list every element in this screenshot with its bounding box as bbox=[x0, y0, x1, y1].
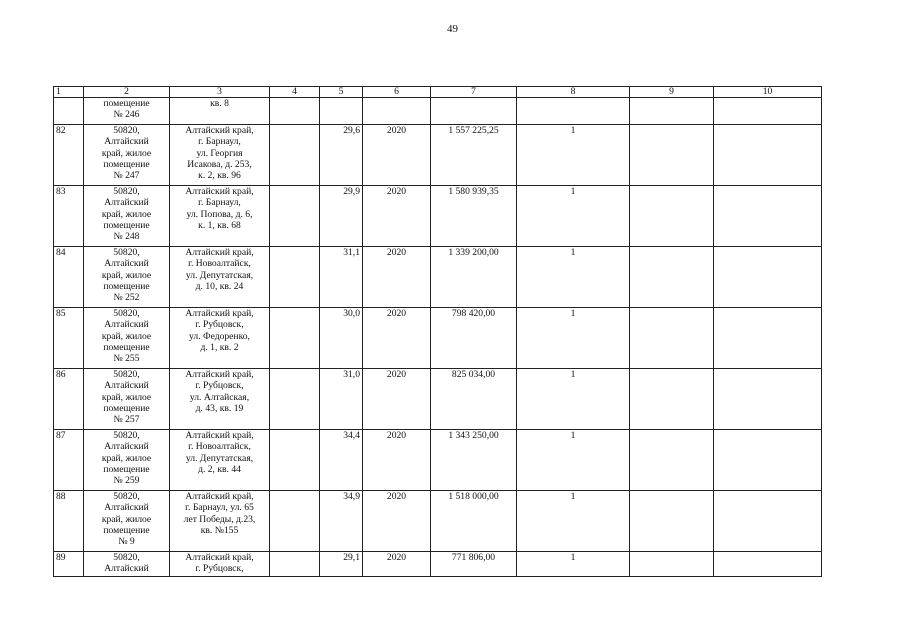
cell-line: № 9 bbox=[118, 536, 135, 548]
cell-line: д. 2, кв. 44 bbox=[198, 463, 241, 475]
cell-line: Алтайский край, bbox=[185, 430, 254, 441]
quantity-cell: 1 bbox=[517, 247, 630, 308]
row-number-cell: 85 bbox=[54, 308, 84, 369]
cell-line: край, жилое bbox=[101, 452, 152, 464]
cell-line: № 255 bbox=[113, 353, 140, 365]
cell-line: Алтайский bbox=[104, 258, 149, 270]
row-number-cell: 89 bbox=[54, 552, 84, 577]
col10-cell bbox=[714, 491, 822, 552]
col9-cell bbox=[630, 430, 714, 491]
column-header-6: 6 bbox=[363, 87, 431, 98]
object-cell bbox=[84, 308, 170, 369]
table-row bbox=[54, 98, 822, 125]
cell-line: помещение bbox=[103, 402, 150, 414]
table-row bbox=[54, 491, 822, 552]
cell-line: 50820, bbox=[113, 125, 140, 136]
cell-line: 50820, bbox=[113, 186, 140, 197]
value-cell: 798 420,00 bbox=[431, 308, 517, 369]
quantity-cell: 1 bbox=[517, 552, 630, 577]
cell-line: № 246 bbox=[113, 109, 140, 121]
object-cell bbox=[84, 491, 170, 552]
col4-cell bbox=[270, 552, 320, 577]
cell-line: Алтайский bbox=[104, 563, 149, 575]
col4-cell bbox=[270, 491, 320, 552]
value-cell: 771 806,00 bbox=[431, 552, 517, 577]
year-cell: 2020 bbox=[363, 125, 431, 186]
cell-line: ул. Алтайская, bbox=[189, 391, 250, 403]
row-number-cell: 84 bbox=[54, 247, 84, 308]
cell-line: край, жилое bbox=[101, 513, 152, 525]
cell-line: Алтайский bbox=[104, 380, 149, 392]
table-body bbox=[54, 98, 822, 577]
value-cell bbox=[431, 98, 517, 125]
area-cell: 31,1 bbox=[320, 247, 363, 308]
cell-line: Алтайский край, bbox=[185, 491, 254, 502]
cell-line: № 257 bbox=[113, 414, 140, 426]
col9-cell bbox=[630, 186, 714, 247]
area-cell: 34,4 bbox=[320, 430, 363, 491]
value-cell: 1 518 000,00 bbox=[431, 491, 517, 552]
address-cell bbox=[170, 186, 270, 247]
col9-cell bbox=[630, 125, 714, 186]
col10-cell bbox=[714, 125, 822, 186]
cell-line: № 248 bbox=[113, 231, 140, 243]
col10-cell bbox=[714, 98, 822, 125]
cell-line: ул. Депутатская, bbox=[185, 452, 254, 464]
cell-line: помещение bbox=[103, 463, 150, 475]
year-cell: 2020 bbox=[363, 491, 431, 552]
cell-line: г. Новоалтайск, bbox=[188, 441, 251, 453]
cell-line: 50820, bbox=[113, 552, 140, 563]
cell-line: д. 10, кв. 24 bbox=[195, 280, 244, 292]
cell-line: Алтайский край, bbox=[185, 552, 254, 563]
table-row bbox=[54, 186, 822, 247]
col4-cell bbox=[270, 98, 320, 125]
cell-line: Исакова, д. 253, bbox=[187, 158, 252, 170]
cell-line: ул. Попова, д. 6, bbox=[186, 208, 253, 220]
cell-line: помещение bbox=[103, 524, 150, 536]
quantity-cell: 1 bbox=[517, 430, 630, 491]
object-cell bbox=[84, 247, 170, 308]
col10-cell bbox=[714, 247, 822, 308]
col9-cell bbox=[630, 491, 714, 552]
cell-line: помещение bbox=[103, 341, 150, 353]
col9-cell bbox=[630, 247, 714, 308]
cell-line: кв. 8 bbox=[210, 98, 229, 109]
cell-line: край, жилое bbox=[101, 269, 152, 281]
year-cell bbox=[363, 98, 431, 125]
object-cell bbox=[84, 125, 170, 186]
cell-line: помещение bbox=[103, 280, 150, 292]
cell-line: к. 2, кв. 96 bbox=[198, 170, 241, 182]
value-cell: 825 034,00 bbox=[431, 369, 517, 430]
row-number-cell: 87 bbox=[54, 430, 84, 491]
column-header-1: 1 bbox=[54, 87, 84, 98]
cell-line: 50820, bbox=[113, 430, 140, 441]
table-row bbox=[54, 369, 822, 430]
cell-line: д. 43, кв. 19 bbox=[195, 402, 244, 414]
area-cell bbox=[320, 98, 363, 125]
page-number: 49 bbox=[447, 23, 458, 35]
table-row bbox=[54, 430, 822, 491]
table-row bbox=[54, 125, 822, 186]
object-cell bbox=[84, 98, 170, 125]
header-row bbox=[54, 87, 822, 98]
cell-line: г. Рубцовск, bbox=[195, 319, 244, 331]
cell-line: помещение bbox=[103, 158, 150, 170]
column-header-4: 4 bbox=[270, 87, 320, 98]
value-cell: 1 580 939,35 bbox=[431, 186, 517, 247]
cell-line: край, жилое bbox=[101, 147, 152, 159]
col10-cell bbox=[714, 430, 822, 491]
quantity-cell: 1 bbox=[517, 308, 630, 369]
address-cell bbox=[170, 125, 270, 186]
year-cell: 2020 bbox=[363, 552, 431, 577]
area-cell: 30,0 bbox=[320, 308, 363, 369]
cell-line: Алтайский bbox=[104, 319, 149, 331]
address-cell bbox=[170, 98, 270, 125]
cell-line: № 247 bbox=[113, 170, 140, 182]
cell-line: край, жилое bbox=[101, 208, 152, 220]
object-cell bbox=[84, 552, 170, 577]
cell-line: г. Рубцовск, bbox=[195, 563, 244, 575]
cell-line: ул. Депутатская, bbox=[185, 269, 254, 281]
table-row bbox=[54, 247, 822, 308]
address-cell bbox=[170, 552, 270, 577]
quantity-cell: 1 bbox=[517, 186, 630, 247]
col4-cell bbox=[270, 247, 320, 308]
address-cell bbox=[170, 430, 270, 491]
address-cell bbox=[170, 491, 270, 552]
col4-cell bbox=[270, 125, 320, 186]
cell-line: лет Победы, д.23, bbox=[183, 513, 256, 525]
col4-cell bbox=[270, 186, 320, 247]
year-cell: 2020 bbox=[363, 308, 431, 369]
area-cell: 29,9 bbox=[320, 186, 363, 247]
column-header-2: 2 bbox=[84, 87, 170, 98]
col9-cell bbox=[630, 308, 714, 369]
col4-cell bbox=[270, 308, 320, 369]
column-header-10: 10 bbox=[714, 87, 822, 98]
col10-cell bbox=[714, 186, 822, 247]
col10-cell bbox=[714, 552, 822, 577]
object-cell bbox=[84, 430, 170, 491]
row-number-cell bbox=[54, 98, 84, 125]
cell-line: г. Барнаул, ул. 65 bbox=[185, 502, 254, 514]
area-cell: 29,6 bbox=[320, 125, 363, 186]
cell-line: 50820, bbox=[113, 308, 140, 319]
row-number-cell: 82 bbox=[54, 125, 84, 186]
cell-line: № 259 bbox=[113, 475, 140, 487]
year-cell: 2020 bbox=[363, 186, 431, 247]
row-number-cell: 88 bbox=[54, 491, 84, 552]
cell-line: 50820, bbox=[113, 369, 140, 380]
row-number-cell: 83 bbox=[54, 186, 84, 247]
object-cell bbox=[84, 186, 170, 247]
cell-line: край, жилое bbox=[101, 330, 152, 342]
cell-line: кв. №155 bbox=[200, 524, 239, 536]
object-cell bbox=[84, 369, 170, 430]
cell-line: г. Барнаул, bbox=[198, 136, 241, 148]
quantity-cell: 1 bbox=[517, 491, 630, 552]
year-cell: 2020 bbox=[363, 369, 431, 430]
year-cell: 2020 bbox=[363, 430, 431, 491]
value-cell: 1 343 250,00 bbox=[431, 430, 517, 491]
value-cell: 1 557 225,25 bbox=[431, 125, 517, 186]
row-number-cell: 86 bbox=[54, 369, 84, 430]
cell-line: г. Барнаул, bbox=[198, 197, 241, 209]
column-header-5: 5 bbox=[320, 87, 363, 98]
column-header-3: 3 bbox=[170, 87, 270, 98]
cell-line: Алтайский bbox=[104, 197, 149, 209]
year-cell: 2020 bbox=[363, 247, 431, 308]
address-cell bbox=[170, 308, 270, 369]
cell-line: 50820, bbox=[113, 491, 140, 502]
column-header-7: 7 bbox=[431, 87, 517, 98]
cell-line: Алтайский bbox=[104, 441, 149, 453]
cell-line: ул. Георгия bbox=[196, 147, 243, 159]
cell-line: 50820, bbox=[113, 247, 140, 258]
quantity-cell: 1 bbox=[517, 369, 630, 430]
value-cell: 1 339 200,00 bbox=[431, 247, 517, 308]
area-cell: 29,1 bbox=[320, 552, 363, 577]
col9-cell bbox=[630, 98, 714, 125]
cell-line: д. 1, кв. 2 bbox=[200, 341, 239, 353]
cell-line: Алтайский край, bbox=[185, 308, 254, 319]
cell-line: ул. Федоренко, bbox=[189, 330, 250, 342]
cell-line: к. 1, кв. 68 bbox=[198, 219, 241, 231]
col9-cell bbox=[630, 552, 714, 577]
col10-cell bbox=[714, 308, 822, 369]
column-header-8: 8 bbox=[517, 87, 630, 98]
cell-line: помещение bbox=[103, 98, 150, 109]
area-cell: 31,0 bbox=[320, 369, 363, 430]
quantity-cell: 1 bbox=[517, 125, 630, 186]
column-header-9: 9 bbox=[630, 87, 714, 98]
cell-line: Алтайский bbox=[104, 502, 149, 514]
cell-line: Алтайский край, bbox=[185, 369, 254, 380]
cell-line: Алтайский край, bbox=[185, 186, 254, 197]
col4-cell bbox=[270, 430, 320, 491]
cell-line: помещение bbox=[103, 219, 150, 231]
address-cell bbox=[170, 369, 270, 430]
cell-line: № 252 bbox=[113, 292, 140, 304]
table-row bbox=[54, 552, 822, 577]
area-cell: 34,9 bbox=[320, 491, 363, 552]
cell-line: край, жилое bbox=[101, 391, 152, 403]
cell-line: Алтайский край, bbox=[185, 247, 254, 258]
cell-line: Алтайский bbox=[104, 136, 149, 148]
cell-line: г. Новоалтайск, bbox=[188, 258, 251, 270]
quantity-cell bbox=[517, 98, 630, 125]
address-cell bbox=[170, 247, 270, 308]
registry-table bbox=[53, 86, 822, 577]
cell-line: г. Рубцовск, bbox=[195, 380, 244, 392]
col4-cell bbox=[270, 369, 320, 430]
col10-cell bbox=[714, 369, 822, 430]
table-row bbox=[54, 308, 822, 369]
col9-cell bbox=[630, 369, 714, 430]
cell-line: Алтайский край, bbox=[185, 125, 254, 136]
